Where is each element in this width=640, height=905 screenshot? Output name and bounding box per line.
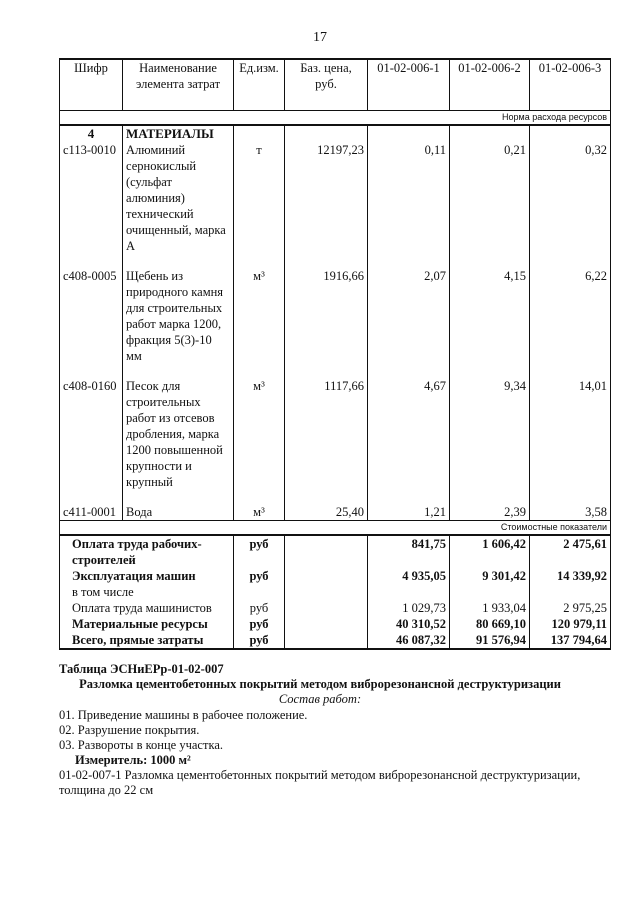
summary-price-empty — [285, 535, 368, 568]
table-title: Таблица ЭСНиЕРр-01-02-007 — [59, 662, 224, 676]
row-spacer — [60, 254, 611, 268]
material-row — [60, 504, 611, 521]
summary-unit: руб — [234, 632, 285, 649]
material-price: 1117,66 — [285, 378, 368, 490]
summary-value-col2: 1 606,42 — [450, 535, 530, 568]
item-line-1: 01-02-007-1 Разломка цементобетонных покрытий методом виброрезонансной деструктуризации, — [59, 768, 581, 782]
meter-label: Измеритель: 1000 м² — [75, 753, 191, 767]
material-value-col2: 0,21 — [450, 142, 530, 254]
material-code: с411-0001 — [60, 504, 123, 521]
material-value-col2: 9,34 — [450, 378, 530, 490]
summary-unit: руб — [234, 568, 285, 600]
material-row — [60, 378, 611, 490]
material-name-line: крупный — [126, 475, 173, 489]
material-name — [123, 504, 234, 521]
material-value-col3: 6,22 — [530, 268, 611, 364]
summary-unit: руб — [234, 616, 285, 632]
summary-label-line: Всего, прямые затраты — [72, 633, 204, 647]
summary-price-empty — [285, 568, 368, 600]
summary-label-line: Оплата труда машинистов — [72, 601, 212, 615]
summary-label — [60, 568, 234, 600]
summary-row — [60, 535, 611, 568]
summary-label-line: строителей — [72, 553, 136, 567]
section-number: 4 — [60, 125, 123, 142]
material-name-line: для строительных — [126, 301, 223, 315]
material-unit: м³ — [234, 378, 285, 490]
material-row — [60, 268, 611, 364]
header-col1: 01-02-006-1 — [368, 59, 450, 111]
header-col2: 01-02-006-2 — [450, 59, 530, 111]
material-name-line: фракция 5(3)-10 — [126, 333, 212, 347]
summary-value-col3: 2 475,61 — [530, 535, 611, 568]
material-name-line: технический — [126, 207, 194, 221]
material-name-line: очищенный, марка — [126, 223, 226, 237]
material-name — [123, 378, 234, 490]
summary-label — [60, 632, 234, 649]
material-code: с408-0160 — [60, 378, 123, 490]
material-price: 12197,23 — [285, 142, 368, 254]
material-value-col1: 1,21 — [368, 504, 450, 521]
material-name-line: Алюминий — [126, 143, 186, 157]
page-number: 17 — [313, 30, 327, 45]
material-name-line: Вода — [126, 505, 153, 519]
cost-label: Стоимостные показатели — [60, 521, 611, 536]
summary-unit: руб — [234, 535, 285, 568]
summary-label — [60, 600, 234, 616]
material-name-line: алюминия) — [126, 191, 185, 205]
summary-value-col1: 1 029,73 — [368, 600, 450, 616]
row-spacer — [60, 364, 611, 378]
summary-label-line: Материальные ресурсы — [72, 617, 208, 631]
summary-value-col1: 841,75 — [368, 535, 450, 568]
material-name-line: (сульфат — [126, 175, 172, 189]
norm-label: Норма расхода ресурсов — [60, 111, 611, 126]
norm-row — [60, 111, 611, 126]
material-name-line: Песок для — [126, 379, 181, 393]
composition-label: Состав работ: — [278, 692, 362, 706]
material-price: 25,40 — [285, 504, 368, 521]
resource-table — [59, 58, 611, 650]
section-header-row — [60, 125, 611, 142]
summary-price-empty — [285, 600, 368, 616]
material-unit: м³ — [234, 504, 285, 521]
summary-value-col2: 80 669,10 — [450, 616, 530, 632]
summary-value-col3: 120 979,11 — [530, 616, 611, 632]
material-name-line: Щебень из — [126, 269, 184, 283]
item-line-2: толщина до 22 см — [59, 783, 154, 797]
row-spacer — [60, 490, 611, 504]
summary-unit: руб — [234, 600, 285, 616]
material-name-line: природного камня — [126, 285, 224, 299]
section-title: МАТЕРИАЛЫ — [123, 125, 234, 142]
summary-row — [60, 600, 611, 616]
step-1: 01. Приведение машины в рабочее положение. — [59, 708, 308, 722]
summary-value-col2: 1 933,04 — [450, 600, 530, 616]
materials-body — [60, 142, 611, 521]
material-value-col1: 0,11 — [368, 142, 450, 254]
summary-value-col1: 46 087,32 — [368, 632, 450, 649]
material-name-line: работ из отсевов — [126, 411, 215, 425]
summary-value-col2: 9 301,42 — [450, 568, 530, 600]
step-3: 03. Развороты в конце участка. — [59, 738, 223, 752]
summary-value-col3: 14 339,92 — [530, 568, 611, 600]
summary-row — [60, 568, 611, 600]
header-code: Шифр — [60, 59, 123, 111]
header-col3: 01-02-006-3 — [530, 59, 611, 111]
summary-value-col1: 40 310,52 — [368, 616, 450, 632]
material-value-col2: 2,39 — [450, 504, 530, 521]
step-2: 02. Разрушение покрытия. — [59, 723, 200, 737]
summary-row — [60, 616, 611, 632]
header-name: Наименование элемента затрат — [123, 59, 234, 111]
material-code: с408-0005 — [60, 268, 123, 364]
summary-label — [60, 616, 234, 632]
material-name-line: 1200 повышенной — [126, 443, 223, 457]
summary-value-col1: 4 935,05 — [368, 568, 450, 600]
material-value-col1: 2,07 — [368, 268, 450, 364]
summary-row — [60, 632, 611, 649]
material-name-line: строительных — [126, 395, 201, 409]
summary-value-col2: 91 576,94 — [450, 632, 530, 649]
material-name-line: А — [126, 239, 136, 253]
summary-price-empty — [285, 616, 368, 632]
section-heading: Разломка цементобетонных покрытий методом виброрезонансной деструктуризации — [79, 677, 561, 691]
material-unit: м³ — [234, 268, 285, 364]
cost-row — [60, 521, 611, 536]
table-header-row — [60, 59, 611, 111]
material-value-col2: 4,15 — [450, 268, 530, 364]
material-name-line: дробления, марка — [126, 427, 220, 441]
material-price: 1916,66 — [285, 268, 368, 364]
summary-sublabel: в том числе — [72, 585, 134, 599]
material-name-line: работ марка 1200, — [126, 317, 222, 331]
material-name — [123, 142, 234, 254]
material-code: с113-0010 — [60, 142, 123, 254]
summary-label-line: Оплата труда рабочих- — [72, 537, 202, 551]
summary-value-col3: 2 975,25 — [530, 600, 611, 616]
material-name — [123, 268, 234, 364]
summary-price-empty — [285, 632, 368, 649]
summary-value-col3: 137 794,64 — [530, 632, 611, 649]
summary-label-line: Эксплуатация машин — [72, 569, 196, 583]
header-price: Баз. цена, руб. — [285, 59, 368, 111]
material-unit: т — [234, 142, 285, 254]
material-value-col3: 14,01 — [530, 378, 611, 490]
summary-body — [60, 535, 611, 649]
material-name-line: сернокислый — [126, 159, 197, 173]
material-row — [60, 142, 611, 254]
material-value-col1: 4,67 — [368, 378, 450, 490]
material-name-line: мм — [126, 349, 142, 363]
material-value-col3: 0,32 — [530, 142, 611, 254]
summary-label — [60, 535, 234, 568]
material-name-line: крупности и — [126, 459, 192, 473]
header-unit: Ед.изм. — [234, 59, 285, 111]
material-value-col3: 3,58 — [530, 504, 611, 521]
